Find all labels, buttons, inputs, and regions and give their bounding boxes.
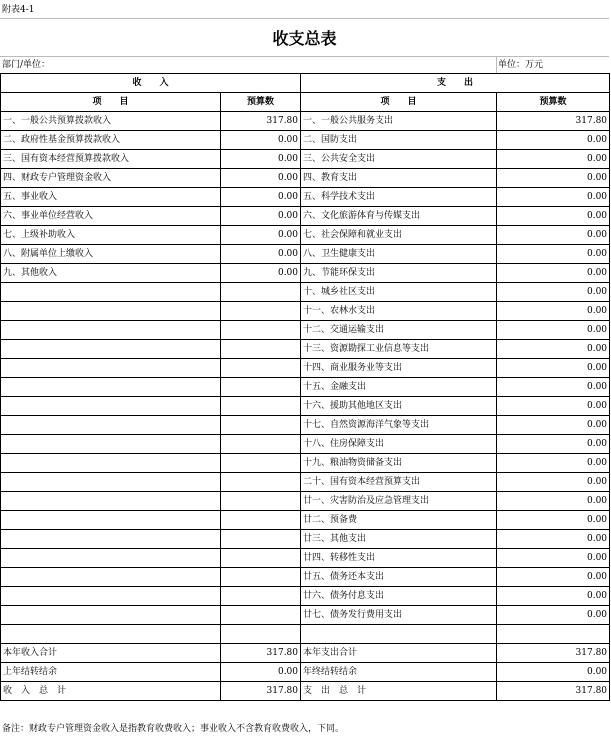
expense-item: 五、科学技术支出: [301, 188, 497, 207]
table-row: [1, 416, 610, 435]
expense-value: 0.00: [497, 188, 610, 207]
income-value: [221, 473, 301, 492]
expense-budget-header: 预算数: [497, 93, 610, 112]
expense-value: 317.80: [497, 112, 610, 131]
expense-item: 十三、资源勘探工业信息等支出: [301, 340, 497, 359]
top-divider: [0, 18, 609, 19]
expense-item: 廿五、债务还本支出: [301, 568, 497, 587]
expense-item: 七、社会保障和就业支出: [301, 226, 497, 245]
table-row: [1, 264, 610, 283]
expense-item: 廿七、债务发行费用支出: [301, 606, 497, 625]
expense-item: 八、卫生健康支出: [301, 245, 497, 264]
expense-value: 0.00: [497, 359, 610, 378]
expense-item: 廿一、灾害防治及应急管理支出: [301, 492, 497, 511]
expense-item: 十六、援助其他地区支出: [301, 397, 497, 416]
expense-item: 廿六、债务付息支出: [301, 587, 497, 606]
table-row: [1, 112, 610, 131]
table-row: [1, 549, 610, 568]
income-item: [1, 397, 221, 416]
income-value: [221, 302, 301, 321]
table-row: [1, 606, 610, 625]
table-row: [1, 454, 610, 473]
column-header-row: [1, 93, 610, 112]
income-item: [1, 454, 221, 473]
income-value: [221, 549, 301, 568]
income-item: [1, 587, 221, 606]
expense-value: 0.00: [497, 492, 610, 511]
expense-item: 十八、住房保障支出: [301, 435, 497, 454]
expense-item: 十、城乡社区支出: [301, 283, 497, 302]
expense-value: 0.00: [497, 435, 610, 454]
attachment-number: 附表4-1: [2, 5, 35, 15]
income-item: [1, 492, 221, 511]
income-value: [221, 454, 301, 473]
blank-cell: [301, 625, 497, 644]
expense-item: 廿二、预备费: [301, 511, 497, 530]
expense-item: 六、文化旅游体育与传媒支出: [301, 207, 497, 226]
income-value: [221, 397, 301, 416]
income-item: [1, 321, 221, 340]
table-row: [1, 587, 610, 606]
table-row: [1, 302, 610, 321]
expense-total-value: 317.80: [497, 644, 610, 663]
income-value: 0.00: [221, 207, 301, 226]
table-row: [1, 169, 610, 188]
income-item: [1, 435, 221, 454]
blank-cell: [497, 625, 610, 644]
table-row: [1, 435, 610, 454]
table-row: [1, 340, 610, 359]
page-title: 收支总表: [272, 29, 337, 48]
table-row: [1, 226, 610, 245]
income-value: [221, 416, 301, 435]
income-item-header: 项 目: [1, 93, 221, 112]
table-row: [1, 150, 610, 169]
blank-cell: [1, 625, 221, 644]
unit-label: 单位：万元: [498, 60, 544, 70]
expense-item: 十一、农林水支出: [301, 302, 497, 321]
table-row: [1, 283, 610, 302]
expense-value: 0.00: [497, 245, 610, 264]
expense-value: 0.00: [497, 530, 610, 549]
expense-value: 0.00: [497, 568, 610, 587]
expense-value: 0.00: [497, 321, 610, 340]
income-total-label: 收 入 总 计: [1, 682, 221, 701]
blank-row: [1, 625, 610, 644]
income-item: 一、一般公共预算拨款收入: [1, 112, 221, 131]
expense-value: 0.00: [497, 283, 610, 302]
income-value: 0.00: [221, 169, 301, 188]
income-value: 0.00: [221, 188, 301, 207]
income-item: [1, 511, 221, 530]
blank-cell: [221, 625, 301, 644]
income-item: [1, 378, 221, 397]
expense-value: 0.00: [497, 302, 610, 321]
income-item: [1, 606, 221, 625]
expense-total-label: 支 出 总 计: [301, 682, 497, 701]
income-item: 三、国有资本经营预算拨款收入: [1, 150, 221, 169]
table-row: [1, 321, 610, 340]
income-item: [1, 530, 221, 549]
income-value: [221, 530, 301, 549]
table-row: [1, 245, 610, 264]
income-item: 九、其他收入: [1, 264, 221, 283]
income-item: [1, 473, 221, 492]
income-item: [1, 283, 221, 302]
income-item: 六、事业单位经营收入: [1, 207, 221, 226]
income-value: [221, 340, 301, 359]
income-budget-header: 预算数: [221, 93, 301, 112]
income-value: [221, 378, 301, 397]
income-item: [1, 302, 221, 321]
table-row: [1, 207, 610, 226]
expense-total-label: 年终结转结余: [301, 663, 497, 682]
expense-value: 0.00: [497, 397, 610, 416]
income-value: [221, 568, 301, 587]
table-row: [1, 378, 610, 397]
expense-item: 十七、自然资源海洋气象等支出: [301, 416, 497, 435]
expense-header: 支 出: [301, 74, 610, 93]
expense-value: 0.00: [497, 378, 610, 397]
income-value: [221, 511, 301, 530]
expense-item: 十四、商业服务业等支出: [301, 359, 497, 378]
income-value: 0.00: [221, 150, 301, 169]
expense-item: 廿三、其他支出: [301, 530, 497, 549]
expense-value: 0.00: [497, 169, 610, 188]
expense-value: 0.00: [497, 454, 610, 473]
footnote: 备注：财政专户管理资金收入是指教育收费收入；事业收入不含教育收费收入，下同。: [2, 724, 345, 734]
expense-item: 九、节能环保支出: [301, 264, 497, 283]
expense-item-header: 项 目: [301, 93, 497, 112]
table-row: [1, 492, 610, 511]
expense-value: 0.00: [497, 511, 610, 530]
income-value: [221, 606, 301, 625]
total-row: [1, 682, 610, 701]
income-total-value: 317.80: [221, 644, 301, 663]
expense-total-value: 317.80: [497, 682, 610, 701]
income-value: 0.00: [221, 264, 301, 283]
expense-value: 0.00: [497, 131, 610, 150]
expense-value: 0.00: [497, 150, 610, 169]
expense-total-value: 0.00: [497, 663, 610, 682]
income-item: [1, 416, 221, 435]
income-item: [1, 549, 221, 568]
income-value: [221, 492, 301, 511]
income-value: 0.00: [221, 245, 301, 264]
expense-item: 十二、交通运输支出: [301, 321, 497, 340]
expense-value: 0.00: [497, 549, 610, 568]
unit-separator: [496, 57, 497, 73]
total-row: [1, 644, 610, 663]
table-row: [1, 568, 610, 587]
expense-item: 四、教育支出: [301, 169, 497, 188]
income-item: 八、附属单位上缴收入: [1, 245, 221, 264]
income-item: 七、上级补助收入: [1, 226, 221, 245]
income-item: [1, 340, 221, 359]
expense-value: 0.00: [497, 264, 610, 283]
expense-item: 二、国防支出: [301, 131, 497, 150]
income-value: 317.80: [221, 112, 301, 131]
income-total-label: 上年结转结余: [1, 663, 221, 682]
expense-item: 十九、粮油物资储备支出: [301, 454, 497, 473]
income-value: [221, 321, 301, 340]
income-header: 收 入: [1, 74, 301, 93]
income-value: [221, 283, 301, 302]
total-row: [1, 663, 610, 682]
income-item: 四、财政专户管理资金收入: [1, 169, 221, 188]
income-value: [221, 587, 301, 606]
expense-item: 二十、国有资本经营预算支出: [301, 473, 497, 492]
budget-table: [0, 73, 610, 701]
income-value: [221, 435, 301, 454]
table-row: [1, 511, 610, 530]
income-total-label: 本年收入合计: [1, 644, 221, 663]
expense-value: 0.00: [497, 340, 610, 359]
table-row: [1, 359, 610, 378]
expense-item: 十五、金融支出: [301, 378, 497, 397]
dept-label: 部门/单位：: [2, 60, 51, 70]
income-item: 五、事业收入: [1, 188, 221, 207]
income-value: 0.00: [221, 131, 301, 150]
table-row: [1, 473, 610, 492]
expense-value: 0.00: [497, 587, 610, 606]
expense-value: 0.00: [497, 207, 610, 226]
section-header-row: [1, 74, 610, 93]
table-row: [1, 188, 610, 207]
expense-value: 0.00: [497, 226, 610, 245]
income-value: 0.00: [221, 226, 301, 245]
table-row: [1, 530, 610, 549]
income-item: [1, 359, 221, 378]
expense-value: 0.00: [497, 473, 610, 492]
table-row: [1, 397, 610, 416]
expense-item: 三、公共安全支出: [301, 150, 497, 169]
income-total-value: 0.00: [221, 663, 301, 682]
expense-item: 廿四、转移性支出: [301, 549, 497, 568]
income-item: 二、政府性基金预算拨款收入: [1, 131, 221, 150]
expense-total-label: 本年支出合计: [301, 644, 497, 663]
expense-value: 0.00: [497, 416, 610, 435]
income-total-value: 317.80: [221, 682, 301, 701]
income-item: [1, 568, 221, 587]
expense-value: 0.00: [497, 606, 610, 625]
expense-item: 一、一般公共服务支出: [301, 112, 497, 131]
table-row: [1, 131, 610, 150]
income-value: [221, 359, 301, 378]
